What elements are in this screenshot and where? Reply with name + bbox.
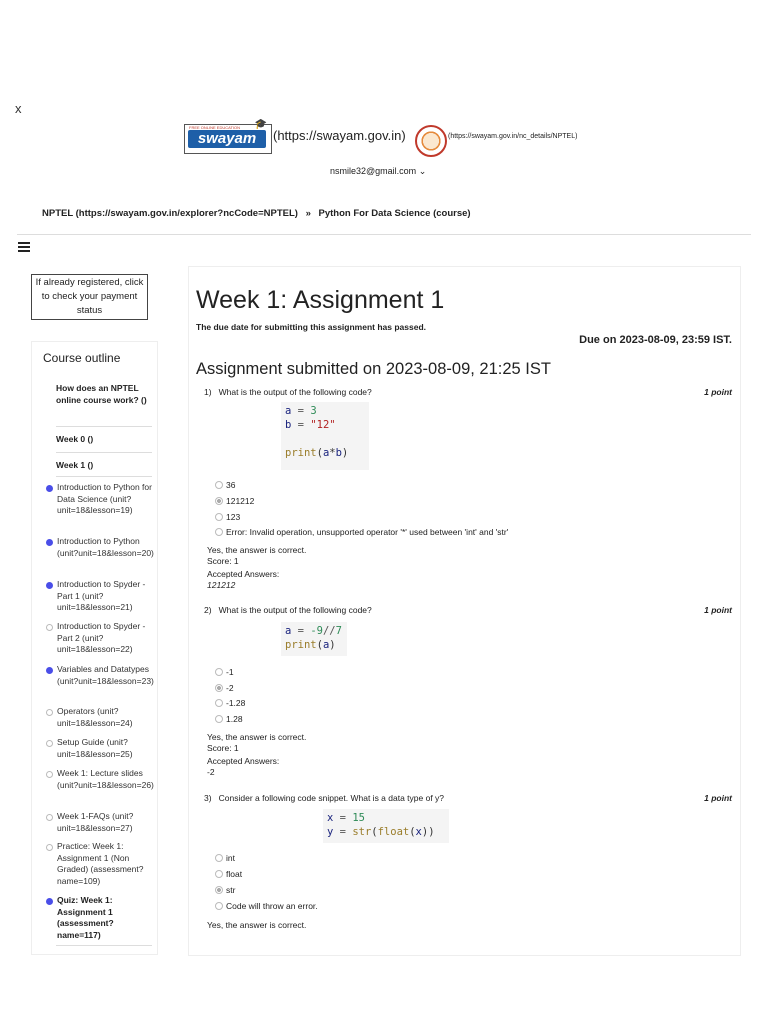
q3-option-3[interactable]: str (215, 885, 235, 896)
outline-item[interactable]: Practice: Week 1: Assignment 1 (Non Graded) (assessment?name=109) (46, 841, 156, 887)
question-3-points: 1 point (704, 793, 732, 803)
nptel-link[interactable]: (https://swayam.gov.in/nc_details/NPTEL) (448, 133, 578, 140)
completed-dot-icon (46, 539, 53, 546)
hamburger-menu-icon[interactable] (18, 240, 30, 254)
logo-text: swayam (188, 130, 266, 148)
course-outline (31, 341, 158, 955)
outline-item[interactable]: Week 1: Lecture slides (unit?unit=18&lesson=26) (46, 768, 156, 791)
user-email: nsmile32@gmail.com (330, 166, 417, 176)
completed-dot-icon (46, 898, 53, 905)
outline-item[interactable]: Introduction to Spyder - Part 1 (unit?unit=18&lesson=21) (46, 579, 156, 614)
outline-divider (56, 945, 152, 946)
pending-dot-icon (46, 624, 53, 631)
radio-icon (215, 715, 223, 723)
question-1: 1) What is the output of the following code? (204, 387, 372, 397)
question-2-code: a = -9//7 print(a) (281, 622, 347, 656)
question-1-points: 1 point (704, 387, 732, 397)
outline-item[interactable]: Variables and Datatypes (unit?unit=18&lesson=23) (46, 664, 156, 687)
outline-divider (56, 476, 152, 477)
question-3: 3) Consider a following code snippet. What is a data type of y? (204, 793, 445, 803)
question-2: 2) What is the output of the following code? (204, 605, 372, 615)
breadcrumb-course[interactable]: Python For Data Science (course) (318, 208, 471, 219)
swayam-link[interactable]: (https://swayam.gov.in) (273, 128, 406, 143)
chevron-down-icon: ⌄ (418, 166, 427, 176)
pending-dot-icon (46, 740, 53, 747)
radio-icon (215, 528, 223, 536)
q2-option-4[interactable]: 1.28 (215, 714, 243, 725)
outline-item-current[interactable]: Quiz: Week 1: Assignment 1 (assessment?name=117) (46, 895, 156, 941)
page-title: Week 1: Assignment 1 (196, 286, 445, 314)
outline-item[interactable]: Setup Guide (unit?unit=18&lesson=25) (46, 737, 156, 760)
close-button[interactable]: x (15, 101, 22, 116)
outline-title: Course outline (43, 351, 121, 365)
outline-item[interactable]: Week 1-FAQs (unit?unit=18&lesson=27) (46, 811, 156, 834)
q1-option-1[interactable]: 36 (215, 480, 235, 491)
outline-divider (56, 452, 152, 453)
question-1-feedback: Yes, the answer is correct. Score: 1 Accepted Answers: 121212 (207, 545, 307, 590)
graduation-cap-icon: 🎓 (254, 119, 267, 130)
question-2-feedback: Yes, the answer is correct. Score: 1 Accepted Answers: -2 (207, 732, 307, 777)
pending-dot-icon (46, 709, 53, 716)
radio-icon (215, 854, 223, 862)
radio-icon (215, 481, 223, 489)
outline-section-week1[interactable]: Week 1 () (56, 460, 94, 470)
pending-dot-icon (46, 844, 53, 851)
breadcrumb-nptel[interactable]: NPTEL (https://swayam.gov.in/explorer?ncCode=NPTEL) (42, 208, 298, 219)
completed-dot-icon (46, 485, 53, 492)
q2-option-3[interactable]: -1.28 (215, 698, 245, 709)
outline-item[interactable]: Introduction to Python (unit?unit=18&lesson=20) (46, 536, 156, 559)
outline-divider (56, 426, 152, 427)
outline-section-week0[interactable]: Week 0 () (56, 434, 94, 444)
completed-dot-icon (46, 582, 53, 589)
user-menu[interactable] (330, 166, 426, 177)
q3-option-4[interactable]: Code will throw an error. (215, 901, 318, 912)
q2-option-1[interactable]: -1 (215, 667, 234, 678)
completed-dot-icon (46, 667, 53, 674)
q1-option-3[interactable]: 123 (215, 512, 240, 523)
q1-option-2[interactable]: 121212 (215, 496, 254, 507)
q3-option-1[interactable]: int (215, 853, 235, 864)
radio-icon (215, 870, 223, 878)
q2-option-2[interactable]: -2 (215, 683, 234, 694)
outline-item[interactable]: Introduction to Spyder - Part 2 (unit?unit=18&lesson=22) (46, 621, 156, 656)
breadcrumb (42, 208, 471, 219)
pending-dot-icon (46, 814, 53, 821)
radio-icon (215, 699, 223, 707)
breadcrumb-separator: » (305, 208, 311, 219)
submission-status: Assignment submitted on 2023-08-09, 21:25 IST (196, 360, 551, 378)
question-3-code: x = 15 y = str(float(x)) (323, 809, 449, 843)
outline-item[interactable]: Operators (unit?unit=18&lesson=24) (46, 706, 156, 729)
radio-selected-icon (215, 497, 223, 505)
q1-option-4[interactable]: Error: Invalid operation, unsupported operator '*' used between 'int' and 'str' (215, 527, 508, 538)
question-1-code: a = 3 b = "12" print(a*b) (281, 402, 369, 470)
payment-status-button[interactable]: If already registered, click to check your payment status (31, 274, 148, 320)
radio-icon (215, 668, 223, 676)
pending-dot-icon (46, 771, 53, 778)
radio-selected-icon (215, 886, 223, 894)
question-3-feedback: Yes, the answer is correct. (207, 920, 307, 930)
assignment-panel (188, 266, 741, 956)
due-date: Due on 2023-08-09, 23:59 IST. (579, 334, 732, 346)
outline-item[interactable]: Introduction to Python for Data Science (unit?unit=18&lesson=19) (46, 482, 156, 517)
radio-icon (215, 902, 223, 910)
radio-selected-icon (215, 684, 223, 692)
outline-section-how[interactable]: How does an NPTEL online course work? () (56, 383, 147, 405)
header-divider (17, 234, 751, 235)
nptel-logo[interactable] (415, 125, 447, 157)
logo-tagline: FREE ONLINE EDUCATION (189, 125, 241, 130)
due-passed-message: The due date for submitting this assignment has passed. (196, 322, 427, 332)
q3-option-2[interactable]: float (215, 869, 242, 880)
radio-icon (215, 513, 223, 521)
question-2-points: 1 point (704, 605, 732, 615)
swayam-logo[interactable] (184, 119, 272, 154)
